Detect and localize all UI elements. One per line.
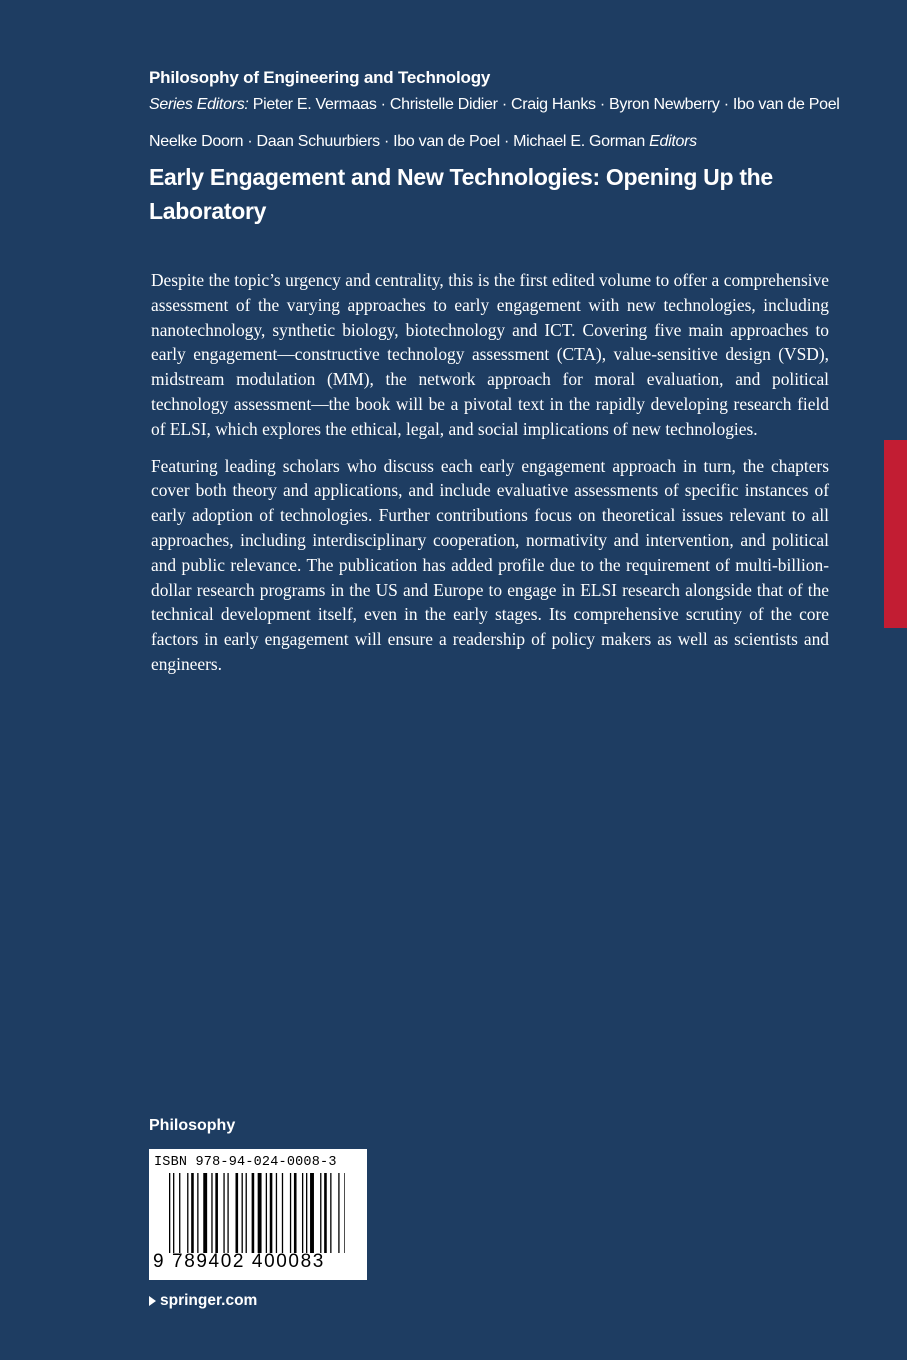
subject-label: Philosophy	[149, 1117, 236, 1134]
book-editors	[149, 133, 697, 151]
description-paragraph-2: Featuring leading scholars who discuss each early engagement approach in turn, the chapters cover both theory and applications, and include evaluative assessments of specific instances of early adoption of technologies. Further contributions focus on theoretical issues relevant to all approaches, including interdisciplinary cooperation, normativity and intervention, and political and public relevance. The publication has added profile due to the requirement of multi-billion-dollar research programs in the US and Europe to engage in ELSI research alongside that of the technical development itself, even in the early stages. Its comprehensive scrutiny of the core factors in early engagement will ensure a readership of policy makers as well as scientists and engineers.	[151, 455, 829, 674]
series-title: Philosophy of Engineering and Technology	[149, 68, 491, 87]
red-spine-tab	[884, 440, 907, 628]
series-editors-label: Series Editors:	[149, 96, 249, 113]
description	[151, 268, 829, 689]
isbn-text: ISBN 978-94-024-0008-3	[154, 1155, 337, 1170]
barcode-bars	[169, 1173, 345, 1253]
book-editors-names: Neelke Doorn · Daan Schuurbiers · Ibo van de Poel · Michael E. Gorman	[149, 133, 650, 150]
ean-digits: 9 789402 400083	[153, 1251, 325, 1272]
arrow-right-icon	[149, 1296, 156, 1306]
series-editors-names: Pieter E. Vermaas · Christelle Didier · Craig Hanks · Byron Newberry · Ibo van de Poel	[248, 96, 840, 113]
book-editors-role: Editors	[649, 133, 697, 150]
publisher-url: springer.com	[160, 1292, 258, 1309]
series-editors	[149, 96, 840, 114]
publisher-link[interactable]	[149, 1292, 257, 1310]
book-title: Early Engagement and New Technologies: Opening Up the Laboratory	[149, 164, 773, 224]
barcode-box	[149, 1149, 367, 1280]
description-paragraph-1: Despite the topic’s urgency and centrality, this is the first edited volume to offer a comprehensive assessment of the varying approaches to early engagement with new technologies, including nanotechnology, synthetic biology, biotechnology and ICT. Covering five main approaches to early engagement—constructive technology assessment (CTA), value-sensitive design (VSD), midstream modulation (MM), the network approach for moral evaluation, and political technology assessment—the book will be a pivotal text in the rapidly developing research field of ELSI, which explores the ethical, legal, and social implications of new technologies.	[151, 270, 829, 439]
